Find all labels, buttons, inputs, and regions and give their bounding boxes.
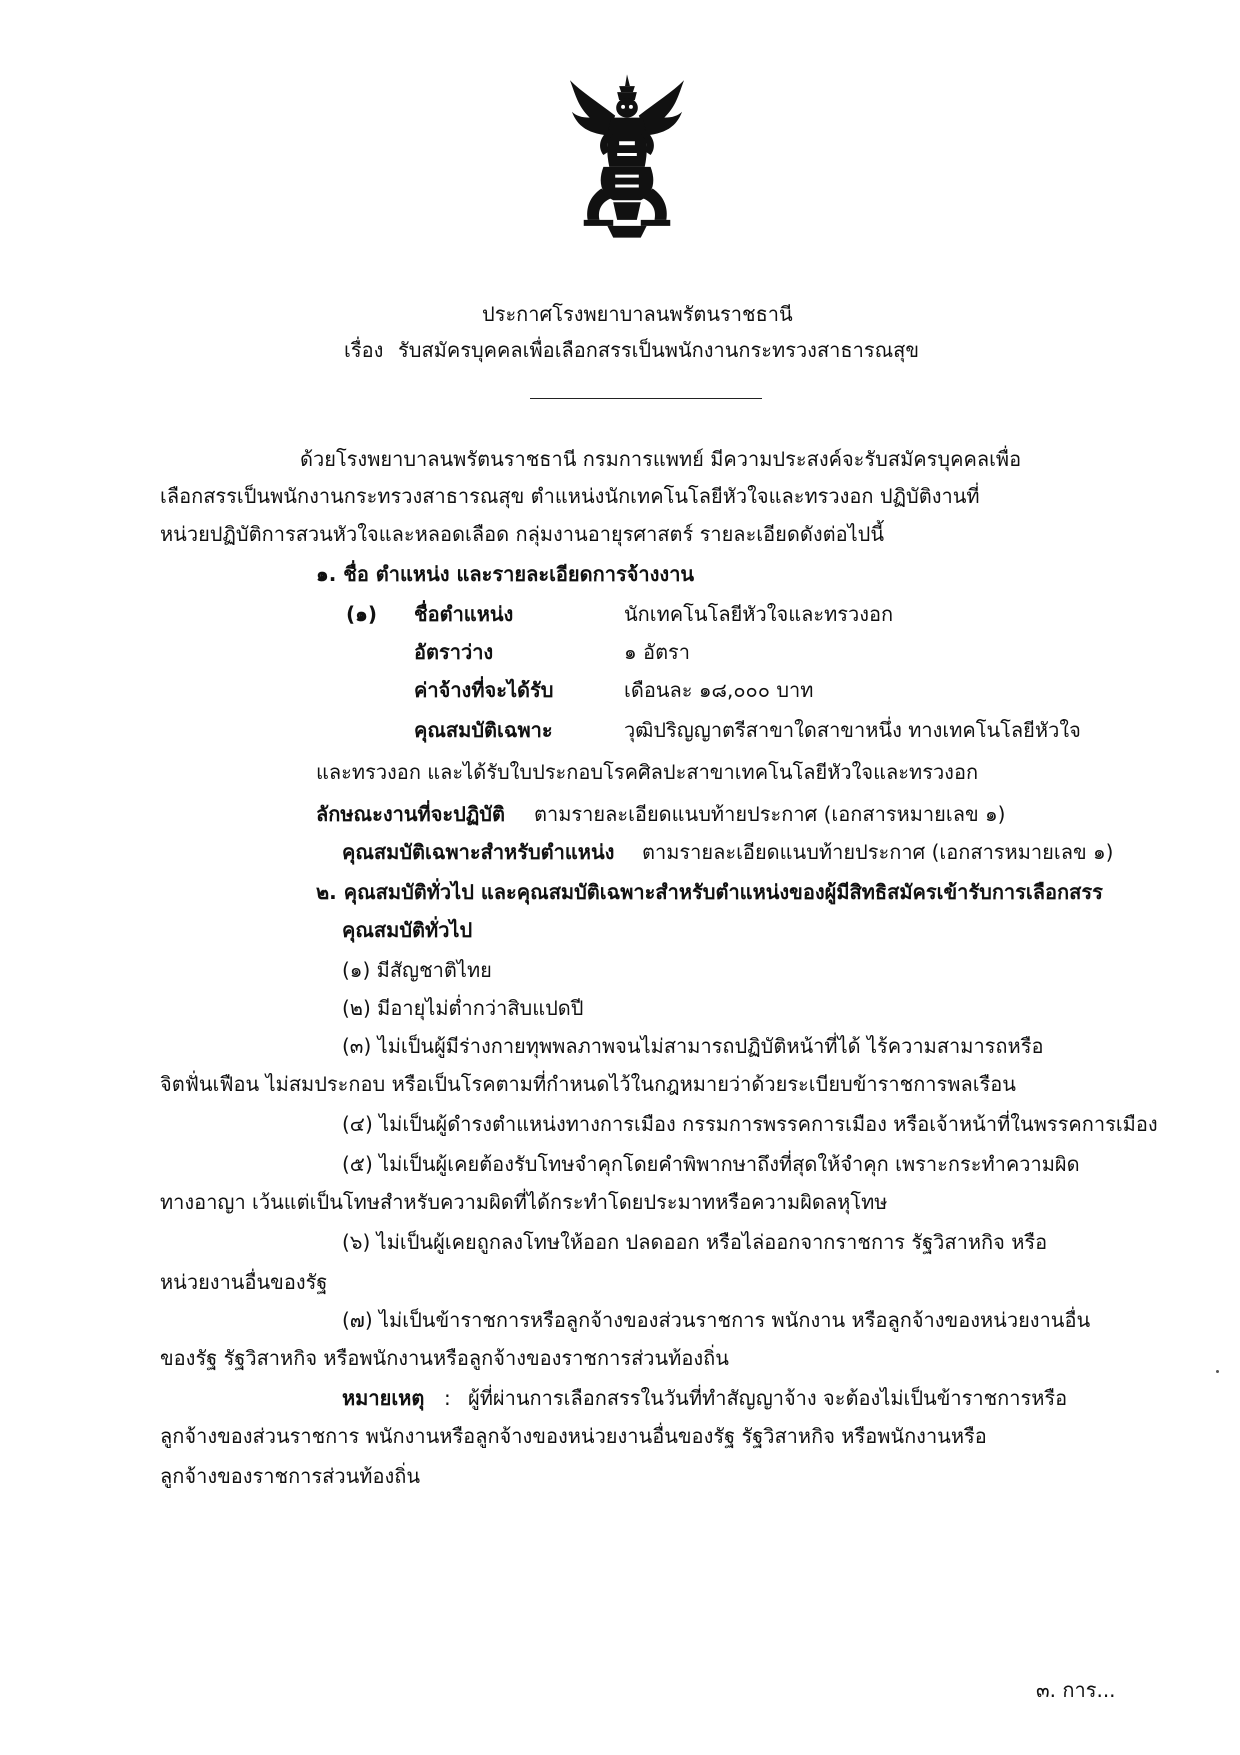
title-divider xyxy=(530,398,762,399)
page-continuation: ๓. การ... xyxy=(1036,1678,1116,1702)
work-nature-label: ลักษณะงานที่จะปฏิบัติ xyxy=(316,802,505,826)
note-text: ผู้ที่ผ่านการเลือกสรรในวันที่ทำสัญญาจ้าง จะต้องไม่เป็นข้าราชการหรือ xyxy=(468,1386,1068,1410)
qualification-label: คุณสมบัติเฉพาะ xyxy=(414,718,553,742)
announcement-title: ประกาศโรงพยาบาลนพรัตนราชธานี xyxy=(482,302,793,326)
note-separator: : xyxy=(444,1386,451,1410)
qualification-item-5-cont: ทางอาญา เว้นแต่เป็นโทษสำหรับความผิดที่ได้กระทำโดยประมาทหรือความผิดลหุโทษ xyxy=(160,1190,888,1214)
qualification-item-3-cont: จิตฟั่นเฟือน ไม่สมประกอบ หรือเป็นโรคตามที่กำหนดไว้ในกฎหมายว่าด้วยระเบียบข้าราชการพลเรือน xyxy=(160,1072,1016,1096)
section-2-heading: ๒. คุณสมบัติทั่วไป และคุณสมบัติเฉพาะสำหรับตำแหน่งของผู้มีสิทธิสมัครเข้ารับการเลือกสรร xyxy=(316,880,1103,904)
intro-line-3: หน่วยปฏิบัติการสวนหัวใจและหลอดเลือด กลุ่มงานอายุรศาสตร์ รายละเอียดดังต่อไปนี้ xyxy=(160,522,885,546)
qualification-item-5: (๕) ไม่เป็นผู้เคยต้องรับโทษจำคุกโดยคำพิพากษาถึงที่สุดให้จำคุก เพราะกระทำความผิด xyxy=(342,1152,1080,1176)
subject-text: รับสมัครบุคคลเพื่อเลือกสรรเป็นพนักงานกระทรวงสาธารณสุข xyxy=(398,338,919,362)
qualification-item-7-cont: ของรัฐ รัฐวิสาหกิจ หรือพนักงานหรือลูกจ้างของราชการส่วนท้องถิ่น xyxy=(160,1346,729,1370)
position-name-value: นักเทคโนโลยีหัวใจและทรวงอก xyxy=(624,602,894,626)
note-text-cont-2: ลูกจ้างของราชการส่วนท้องถิ่น xyxy=(160,1464,421,1488)
item-number: (๑) xyxy=(346,602,377,626)
vacancy-label: อัตราว่าง xyxy=(414,640,494,664)
qualification-continued: และทรวงอก และได้รับใบประกอบโรคศิลปะสาขาเทคโนโลยีหัวใจและทรวงอก xyxy=(316,760,979,784)
specific-qualification-value: ตามรายละเอียดแนบท้ายประกาศ (เอกสารหมายเลข ๑) xyxy=(642,840,1114,864)
qualification-item-7: (๗) ไม่เป็นข้าราชการหรือลูกจ้างของส่วนราชการ พนักงาน หรือลูกจ้างของหน่วยงานอื่น xyxy=(342,1308,1091,1332)
salary-label: ค่าจ้างที่จะได้รับ xyxy=(414,678,554,702)
qualification-value: วุฒิปริญญาตรีสาขาใดสาขาหนึ่ง ทางเทคโนโลยีหัวใจ xyxy=(624,718,1081,742)
qualification-item-6-cont: หน่วยงานอื่นของรัฐ xyxy=(160,1270,328,1294)
qualification-item-1: (๑) มีสัญชาติไทย xyxy=(342,958,492,982)
garuda-emblem-icon xyxy=(568,72,686,240)
qualification-item-3: (๓) ไม่เป็นผู้มีร่างกายทุพพลภาพจนไม่สามารถปฏิบัติหน้าที่ได้ ไร้ความสามารถหรือ xyxy=(342,1034,1044,1058)
general-qualifications-heading: คุณสมบัติทั่วไป xyxy=(342,918,473,942)
intro-line-1: ด้วยโรงพยาบาลนพรัตนราชธานี กรมการแพทย์ มีความประสงค์จะรับสมัครบุคคลเพื่อ xyxy=(300,447,1022,471)
note-text-cont-1: ลูกจ้างของส่วนราชการ พนักงานหรือลูกจ้างของหน่วยงานอื่นของรัฐ รัฐวิสาหกิจ หรือพนักงานหรือ xyxy=(160,1424,987,1448)
work-nature-value: ตามรายละเอียดแนบท้ายประกาศ (เอกสารหมายเลข ๑) xyxy=(534,802,1006,826)
vacancy-value: ๑ อัตรา xyxy=(624,640,691,664)
section-1-heading: ๑. ชื่อ ตำแหน่ง และรายละเอียดการจ้างงาน xyxy=(316,562,695,586)
qualification-item-2: (๒) มีอายุไม่ต่ำกว่าสิบแปดปี xyxy=(342,996,584,1020)
salary-value: เดือนละ ๑๘,๐๐๐ บาท xyxy=(624,678,814,702)
specific-qualification-label: คุณสมบัติเฉพาะสำหรับตำแหน่ง xyxy=(342,840,615,864)
subject-label: เรื่อง xyxy=(344,338,384,362)
scan-speck xyxy=(1216,1370,1219,1373)
qualification-item-6: (๖) ไม่เป็นผู้เคยถูกลงโทษให้ออก ปลดออก หรือไล่ออกจากราชการ รัฐวิสาหกิจ หรือ xyxy=(342,1230,1048,1254)
note-label: หมายเหตุ xyxy=(342,1386,425,1410)
qualification-item-4: (๔) ไม่เป็นผู้ดำรงตำแหน่งทางการเมือง กรรมการพรรคการเมือง หรือเจ้าหน้าที่ในพรรคการเมือง xyxy=(342,1112,1158,1136)
intro-line-2: เลือกสรรเป็นพนักงานกระทรวงสาธารณสุข ตำแหน่งนักเทคโนโลยีหัวใจและทรวงอก ปฏิบัติงานที่ xyxy=(160,484,980,508)
position-name-label: ชื่อตำแหน่ง xyxy=(414,602,514,626)
